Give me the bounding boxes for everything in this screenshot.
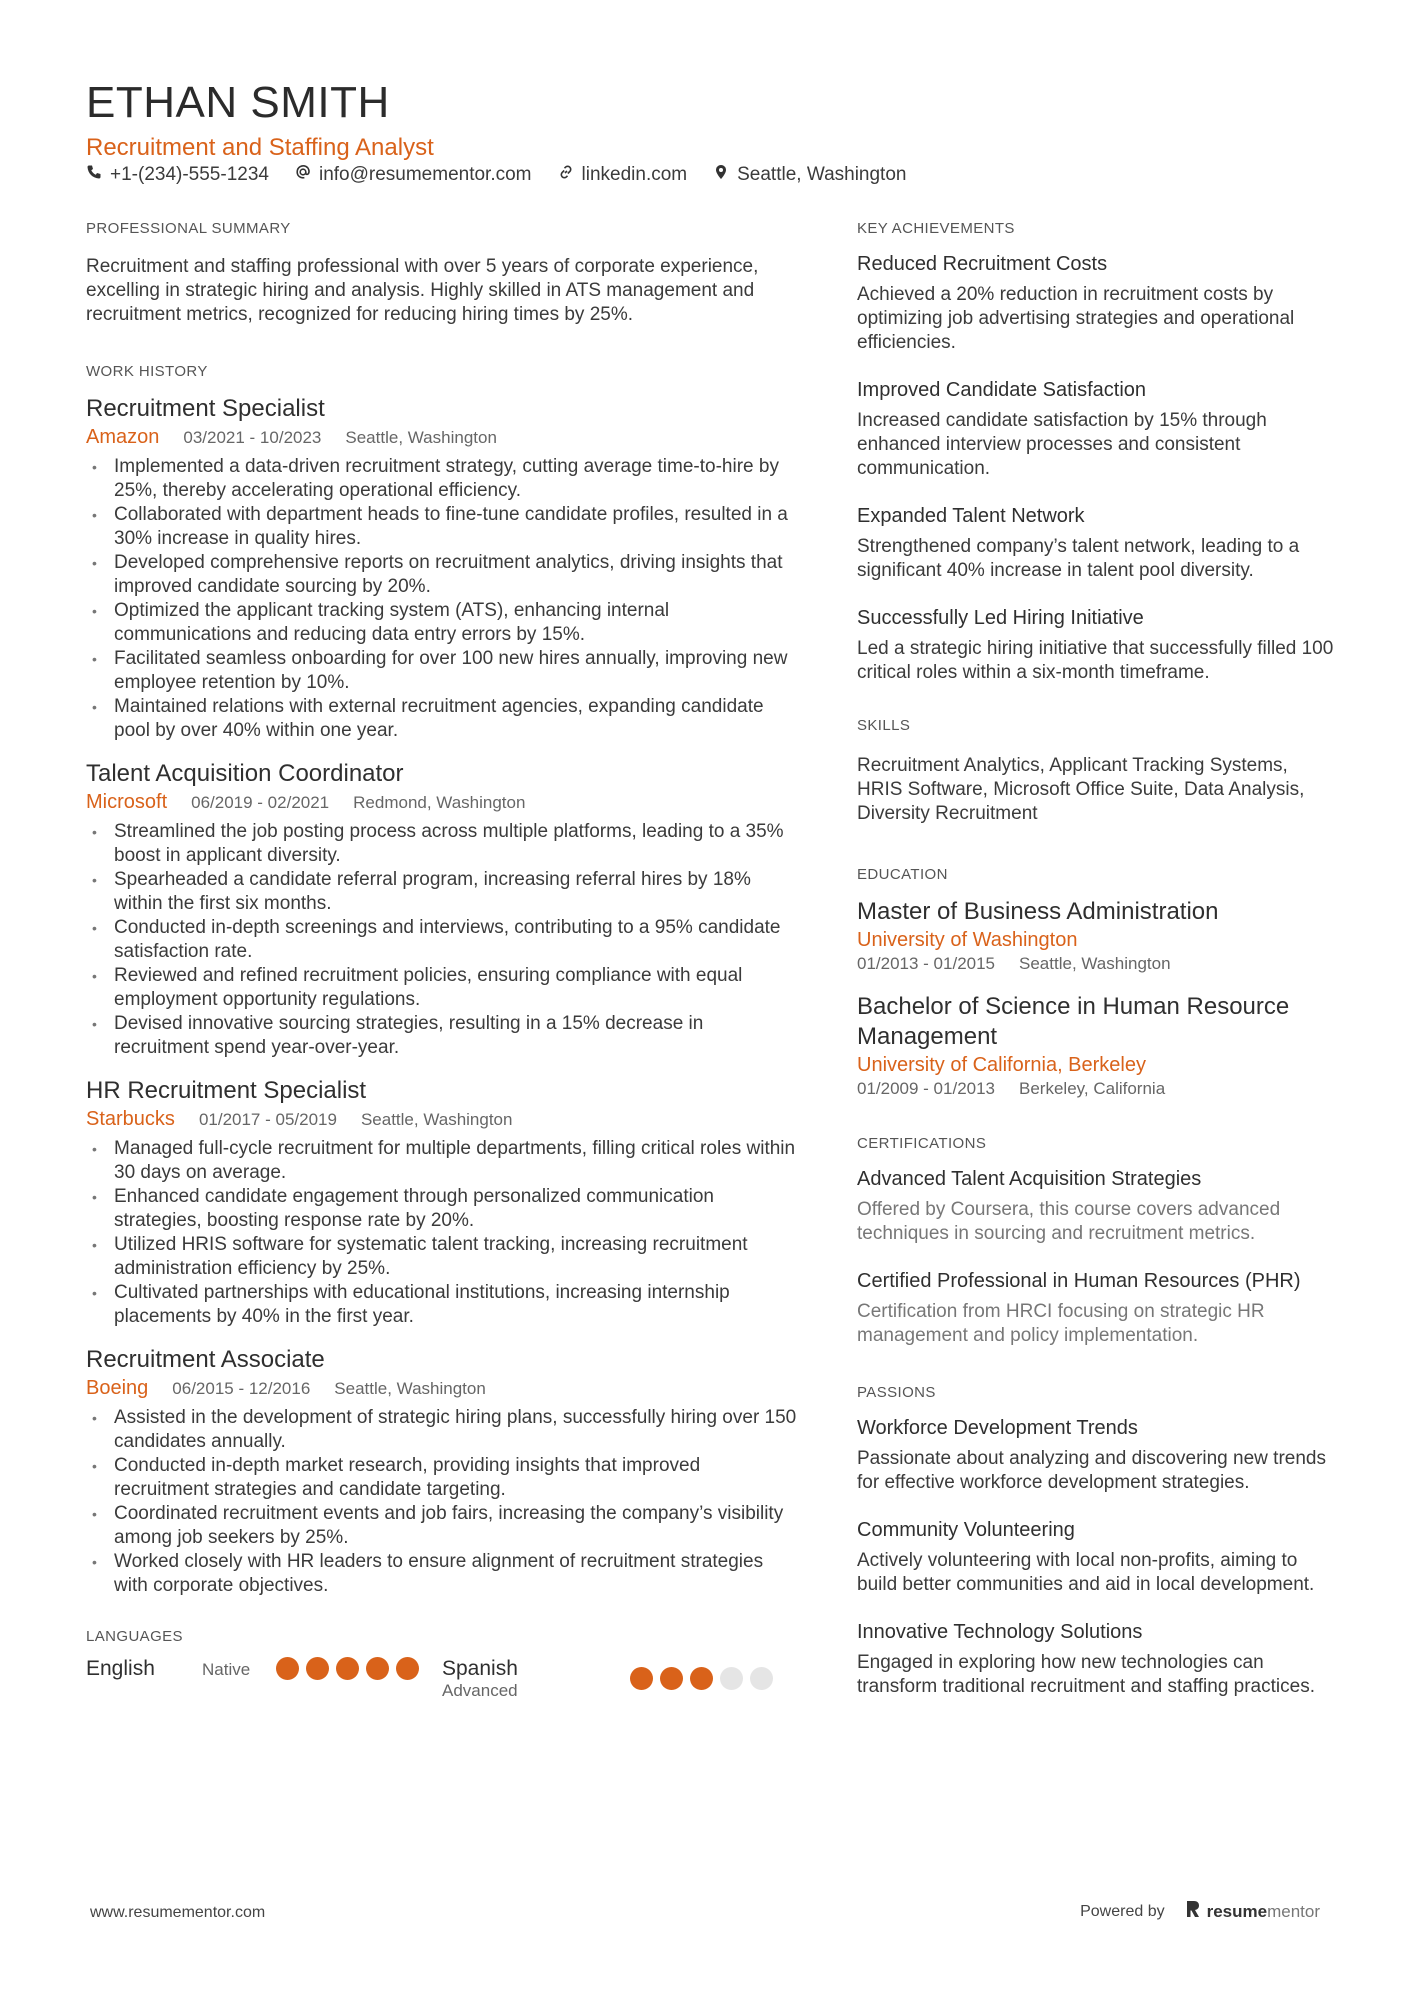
- job-dates: 01/2017 - 05/2019: [198, 1110, 337, 1129]
- right-column: [857, 220, 1337, 1699]
- rating-dot-filled: [690, 1667, 713, 1690]
- language-rating: [276, 1657, 419, 1680]
- achievement-title: Reduced Recruitment Costs: [857, 253, 1108, 275]
- skills-heading: SKILLS: [857, 717, 911, 734]
- powered-by-label: Powered by: [1080, 1902, 1165, 1920]
- passion-title: Innovative Technology Solutions: [857, 1621, 1143, 1643]
- job-bullets: [86, 1137, 798, 1329]
- job-bullet: • Conducted in-depth screenings and interviews, contributing to a 95% candidate satisfaction rate.: [86, 916, 798, 964]
- rating-dot-filled: [276, 1657, 299, 1680]
- job-bullet: • Developed comprehensive reports on recruitment analytics, driving insights that improved candidate sourcing by 20%.: [86, 551, 798, 599]
- job-entry: [86, 1076, 798, 1329]
- certification-item: [857, 1166, 1337, 1246]
- candidate-name: ETHAN SMITH: [86, 78, 390, 127]
- job-bullet: • Managed full-cycle recruitment for multiple departments, filling critical roles within 30 days on average.: [86, 1137, 798, 1185]
- job-meta: [86, 791, 798, 814]
- passion-item: [857, 1517, 1337, 1597]
- job-bullet: • Facilitated seamless onboarding for over 100 new hires annually, improving new employee retention by 10%.: [86, 647, 798, 695]
- job-bullet: • Worked closely with HR leaders to ensure alignment of recruitment strategies with corporate objectives.: [86, 1550, 798, 1598]
- languages-heading: LANGUAGES: [86, 1628, 183, 1645]
- job-location: Seattle, Washington: [334, 1379, 486, 1398]
- rating-dot-empty: [750, 1667, 773, 1690]
- education-school: University of California, Berkeley: [857, 1054, 1146, 1076]
- passions-section: [857, 1384, 1337, 1699]
- job-bullet: • Conducted in-depth market research, providing insights that improved recruitment strategies and candidate targeting.: [86, 1454, 798, 1502]
- rating-dot-filled: [336, 1657, 359, 1680]
- achievements-heading: KEY ACHIEVEMENTS: [857, 220, 1015, 237]
- achievement-desc: Strengthened company’s talent network, leading to a significant 40% increase in talent pool diversity.: [857, 536, 1300, 581]
- education-school: University of Washington: [857, 929, 1078, 951]
- job-company: Amazon: [86, 426, 160, 448]
- rating-dot-filled: [396, 1657, 419, 1680]
- passion-desc: Passionate about analyzing and discovering new trends for effective workforce development strategies.: [857, 1448, 1326, 1493]
- job-company: Microsoft: [86, 791, 168, 813]
- job-bullet: • Streamlined the job posting process across multiple platforms, leading to a 35% boost in applicant diversity.: [86, 820, 798, 868]
- job-location: Seattle, Washington: [360, 1110, 513, 1129]
- job-entry: [86, 759, 798, 1060]
- education-degree: Bachelor of Science in Human Resource Management: [857, 993, 1290, 1050]
- language-name: Spanish: [442, 1657, 518, 1680]
- job-bullet: • Utilized HRIS software for systematic talent tracking, increasing recruitment administration efficiency by 25%.: [86, 1233, 798, 1281]
- certifications-section: [857, 1135, 1337, 1348]
- achievement-item: [857, 503, 1337, 583]
- education-location: Seattle, Washington: [1019, 954, 1171, 973]
- passion-title: Community Volunteering: [857, 1519, 1075, 1541]
- job-dates: 03/2021 - 10/2023: [183, 428, 322, 447]
- phone-icon: [86, 164, 102, 186]
- passion-desc: Actively volunteering with local non-profits, aiming to build better communities and aid in local development.: [857, 1550, 1315, 1595]
- job-company: Starbucks: [86, 1108, 175, 1130]
- skills-section: [857, 717, 1337, 826]
- footer-website[interactable]: www.resumementor.com: [90, 1904, 266, 1921]
- passion-title: Workforce Development Trends: [857, 1417, 1138, 1439]
- education-degree: Master of Business Administration: [857, 898, 1219, 925]
- footer-branding: [1080, 1900, 1320, 1923]
- certification-title: Advanced Talent Acquisition Strategies: [857, 1168, 1202, 1190]
- job-title: HR Recruitment Specialist: [86, 1077, 367, 1104]
- language-name: English: [86, 1657, 155, 1680]
- certification-desc: Certification from HRCI focusing on strategic HR management and policy implementation.: [857, 1301, 1265, 1346]
- job-meta: [86, 1377, 798, 1400]
- achievement-item: [857, 605, 1337, 685]
- education-location: Berkeley, California: [1019, 1079, 1166, 1098]
- achievement-title: Successfully Led Hiring Initiative: [857, 607, 1144, 629]
- passions-heading: PASSIONS: [857, 1384, 936, 1401]
- job-bullet: • Implemented a data-driven recruitment strategy, cutting average time-to-hire by 25%, thereby accelerating operational efficiency.: [86, 455, 798, 503]
- job-entry: [86, 1345, 798, 1598]
- at-icon: [295, 164, 311, 186]
- job-bullet: • Coordinated recruitment events and job fairs, increasing the company’s visibility among job seekers by 25%.: [86, 1502, 798, 1550]
- job-entry: [86, 394, 798, 743]
- education-meta: [857, 954, 1337, 974]
- education-item: [857, 992, 1337, 1099]
- job-bullet: • Optimized the applicant tracking system (ATS), enhancing internal communications and reducing data entry errors by 15%.: [86, 599, 798, 647]
- passion-item: [857, 1415, 1337, 1495]
- job-location: Redmond, Washington: [353, 793, 526, 812]
- contact-location: [713, 164, 906, 186]
- rating-dot-empty: [720, 1667, 743, 1690]
- job-bullets: [86, 1406, 798, 1598]
- summary-heading: PROFESSIONAL SUMMARY: [86, 220, 291, 237]
- achievement-desc: Achieved a 20% reduction in recruitment costs by optimizing job advertising strategies and operational efficiencies.: [857, 284, 1295, 353]
- job-title: Talent Acquisition Coordinator: [86, 760, 404, 787]
- email-text: info@resumementor.com: [318, 164, 532, 185]
- rating-dot-filled: [630, 1667, 653, 1690]
- job-meta: [86, 1108, 798, 1131]
- achievements-section: [857, 220, 1337, 685]
- linkedin-text: linkedin.com: [581, 164, 688, 185]
- rating-dot-filled: [660, 1667, 683, 1690]
- achievement-desc: Led a strategic hiring initiative that successfully filled 100 critical roles within a six-month timeframe.: [857, 638, 1334, 683]
- job-company: Boeing: [86, 1377, 149, 1399]
- location-text: Seattle, Washington: [737, 164, 907, 185]
- achievement-item: [857, 377, 1337, 481]
- summary-text: Recruitment and staffing professional with over 5 years of corporate experience, excelling in strategic hiring and analysis. Highly skilled in ATS management and recruitment metrics, recognized for reducing hiring times by 25%.: [86, 256, 759, 325]
- rating-dot-filled: [306, 1657, 329, 1680]
- candidate-title: Recruitment and Staffing Analyst: [86, 134, 434, 161]
- brand-name-light: mentor: [1267, 1901, 1320, 1921]
- language-label-group: [442, 1657, 630, 1701]
- language-level: Native: [202, 1660, 251, 1679]
- job-meta: [86, 426, 798, 449]
- education-meta: [857, 1079, 1337, 1099]
- job-bullets: [86, 455, 798, 743]
- education-item: [857, 897, 1337, 974]
- contact-phone[interactable]: [86, 164, 269, 186]
- job-title: Recruitment Specialist: [86, 395, 325, 422]
- work-history-section: [86, 363, 798, 1598]
- job-bullet: • Assisted in the development of strategic hiring plans, successfully hiring over 150 candidates annually.: [86, 1406, 798, 1454]
- brand-name-bold: resume: [1206, 1901, 1268, 1921]
- job-bullet: • Maintained relations with external recruitment agencies, expanding candidate pool by over 40% within one year.: [86, 695, 798, 743]
- passion-item: [857, 1619, 1337, 1699]
- contact-linkedin[interactable]: [558, 164, 688, 186]
- job-bullets: [86, 820, 798, 1060]
- achievement-title: Improved Candidate Satisfaction: [857, 379, 1147, 401]
- certification-title: Certified Professional in Human Resources (PHR): [857, 1270, 1301, 1292]
- certification-item: [857, 1268, 1337, 1348]
- job-bullet: • Collaborated with department heads to fine-tune candidate profiles, resulted in a 30% increase in quality hires.: [86, 503, 798, 551]
- phone-text: +1-(234)-555-1234: [110, 164, 269, 185]
- achievement-title: Expanded Talent Network: [857, 505, 1085, 527]
- language-rating: [630, 1667, 773, 1690]
- job-bullet: • Spearheaded a candidate referral program, increasing referral hires by 18% within the first six months.: [86, 868, 798, 916]
- left-column: [86, 220, 798, 1701]
- summary-section: [86, 220, 798, 327]
- job-location: Seattle, Washington: [345, 428, 497, 447]
- job-bullet: • Cultivated partnerships with educational institutions, increasing internship placements by 40% in the first year.: [86, 1281, 798, 1329]
- job-bullet: • Devised innovative sourcing strategies, resulting in a 15% decrease in recruitment spend year-over-year.: [86, 1012, 798, 1060]
- contact-email[interactable]: [295, 164, 532, 186]
- link-icon: [558, 164, 574, 186]
- resumementor-logo-icon: [1185, 1900, 1201, 1923]
- languages-row: [86, 1657, 798, 1701]
- contact-bar: [86, 164, 906, 186]
- language-item: [86, 1657, 442, 1681]
- education-dates: 01/2009 - 01/2013: [857, 1079, 996, 1098]
- work-history-heading: WORK HISTORY: [86, 363, 208, 380]
- job-bullet: • Enhanced candidate engagement through personalized communication strategies, boosting response rate by 20%.: [86, 1185, 798, 1233]
- job-bullet: • Reviewed and refined recruitment policies, ensuring compliance with equal employment opportunity regulations.: [86, 964, 798, 1012]
- achievement-item: [857, 251, 1337, 355]
- brand-logo[interactable]: [1185, 1900, 1320, 1923]
- certifications-heading: CERTIFICATIONS: [857, 1135, 987, 1152]
- location-pin-icon: [713, 164, 729, 186]
- certification-desc: Offered by Coursera, this course covers advanced techniques in sourcing and recruitment metrics.: [857, 1199, 1281, 1244]
- passion-desc: Engaged in exploring how new technologies can transform traditional recruitment and staffing practices.: [857, 1652, 1315, 1697]
- rating-dot-filled: [366, 1657, 389, 1680]
- job-title: Recruitment Associate: [86, 1346, 325, 1373]
- education-dates: 01/2013 - 01/2015: [857, 954, 996, 973]
- language-level: Advanced: [442, 1681, 518, 1700]
- job-dates: 06/2015 - 12/2016: [172, 1379, 311, 1398]
- education-section: [857, 866, 1337, 1099]
- achievement-desc: Increased candidate satisfaction by 15% through enhanced interview processes and consistent communication.: [857, 410, 1267, 479]
- education-heading: EDUCATION: [857, 866, 948, 883]
- job-dates: 06/2019 - 02/2021: [191, 793, 330, 812]
- skills-text: Recruitment Analytics, Applicant Tracking Systems, HRIS Software, Microsoft Office Suite, Data Analysis, Diversity Recruitment: [857, 755, 1305, 824]
- languages-section: [86, 1628, 798, 1701]
- language-item: [442, 1657, 798, 1701]
